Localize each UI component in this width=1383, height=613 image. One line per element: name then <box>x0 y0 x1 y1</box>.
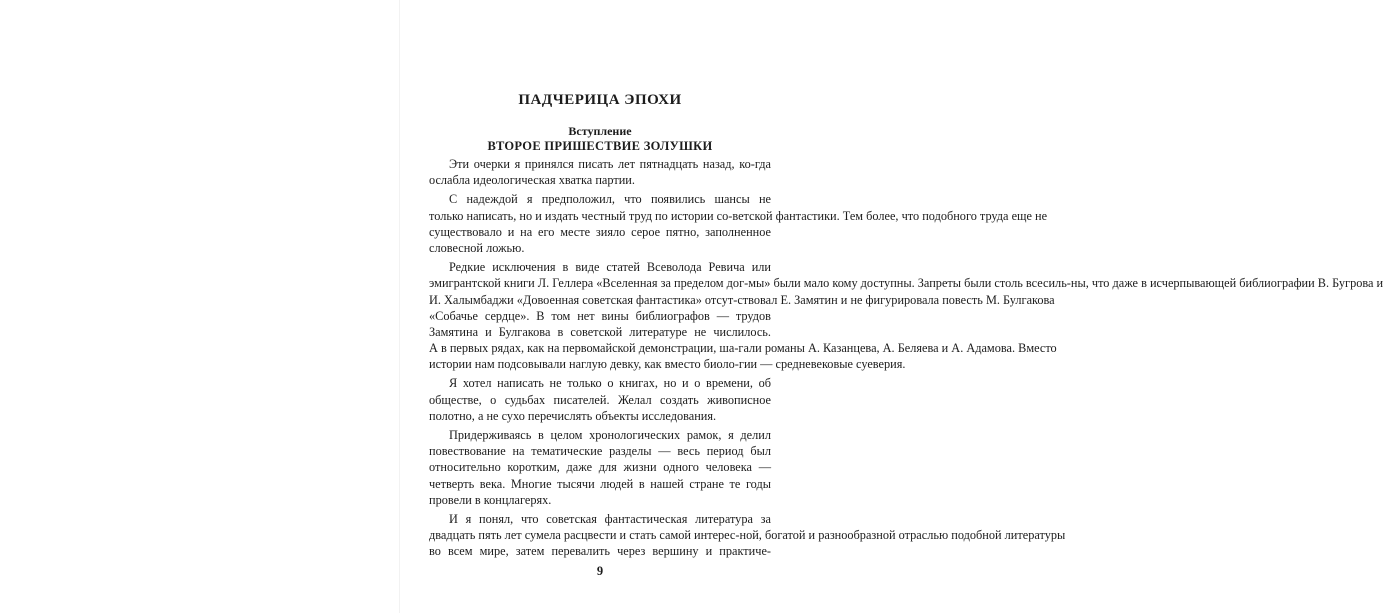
intro-label: Вступление <box>568 124 632 138</box>
page-number: 9 <box>596 564 604 578</box>
text-line: существовало и на его месте зияло серое пятно, заполненное <box>429 224 771 239</box>
text-line: «Собачье сердце». В том нет вины библиографов — трудов <box>429 308 771 323</box>
text-line: истории нам подсовывали наглую девку, как вместо биоло-гии — средневековые суеверия. <box>429 357 906 372</box>
section-title: ВТОРОЕ ПРИШЕСТВИЕ ЗОЛУШКИ <box>487 139 713 153</box>
right-page <box>400 0 1383 613</box>
text-line: во всем мире, затем перевалить через вершину и практиче- <box>429 544 771 559</box>
text-line: полотно, а не сухо перечислять объекты исследования. <box>429 408 717 423</box>
text-line: словесной ложью. <box>429 240 525 255</box>
text-line: И. Халымбаджи «Довоенная советская фантастика» отсут-ствовал Е. Замятин и не фигурировала повесть М. Булгакова <box>429 292 1055 307</box>
paragraph <box>429 427 771 508</box>
text-line: обществе, о судьбах писателей. Желал создать живописное <box>429 392 771 407</box>
text-line: эмигрантской книги Л. Геллера «Вселенная за пределом дог-мы» были мало кому доступны. Запреты были столь всесиль-ны, что даже в исчерпывающей библиографии В. Бугрова и <box>429 276 1383 291</box>
text-line: провели в концлагерях. <box>429 492 552 507</box>
text-line: двадцать пять лет сумела расцвести и стать самой интерес-ной, богатой и разнообразной отраслью подобной литературы <box>429 528 1066 543</box>
paragraph <box>429 156 771 188</box>
text-line: А в первых рядах, как на первомайской демонстрации, ша-гали романы А. Казанцева, А. Беляева и А. Адамова. Вместо <box>429 341 1057 356</box>
body-text <box>429 156 1383 563</box>
text-line: Замятина и Булгакова в советской литературе не числилось. <box>429 324 771 339</box>
text-line: только написать, но и издать честный труд по истории со-ветской фантастики. Тем более, что подобного труда еще не <box>429 208 1048 223</box>
left-page-blank <box>0 0 400 613</box>
text-line: Я хотел написать не только о книгах, но и о времени, об <box>449 376 771 391</box>
paragraph <box>429 511 1066 560</box>
text-line: четверть века. Многие тысячи людей в нашей стране те годы <box>429 476 771 491</box>
text-line: повествование на тематические разделы — весь период был <box>429 444 771 459</box>
paragraph <box>429 191 1048 256</box>
paragraph <box>429 375 771 424</box>
text-line: Эти очерки я принялся писать лет пятнадцать назад, ко-гда <box>449 157 771 171</box>
text-line: ослабла идеологическая хватка партии. <box>429 173 635 188</box>
text-line: И я понял, что советская фантастическая литература за <box>449 511 771 526</box>
text-line: Редкие исключения в виде статей Всеволода Ревича или <box>449 260 771 275</box>
text-line: С надеждой я предположил, что появились шансы не <box>449 192 771 207</box>
text-line: Придерживаясь в целом хронологических рамок, я делил <box>449 428 771 442</box>
text-line: относительно коротким, даже для жизни одного человека — <box>429 460 771 475</box>
chapter-title: ПАДЧЕРИЦА ЭПОХИ <box>518 92 682 108</box>
paragraph <box>429 259 1383 372</box>
